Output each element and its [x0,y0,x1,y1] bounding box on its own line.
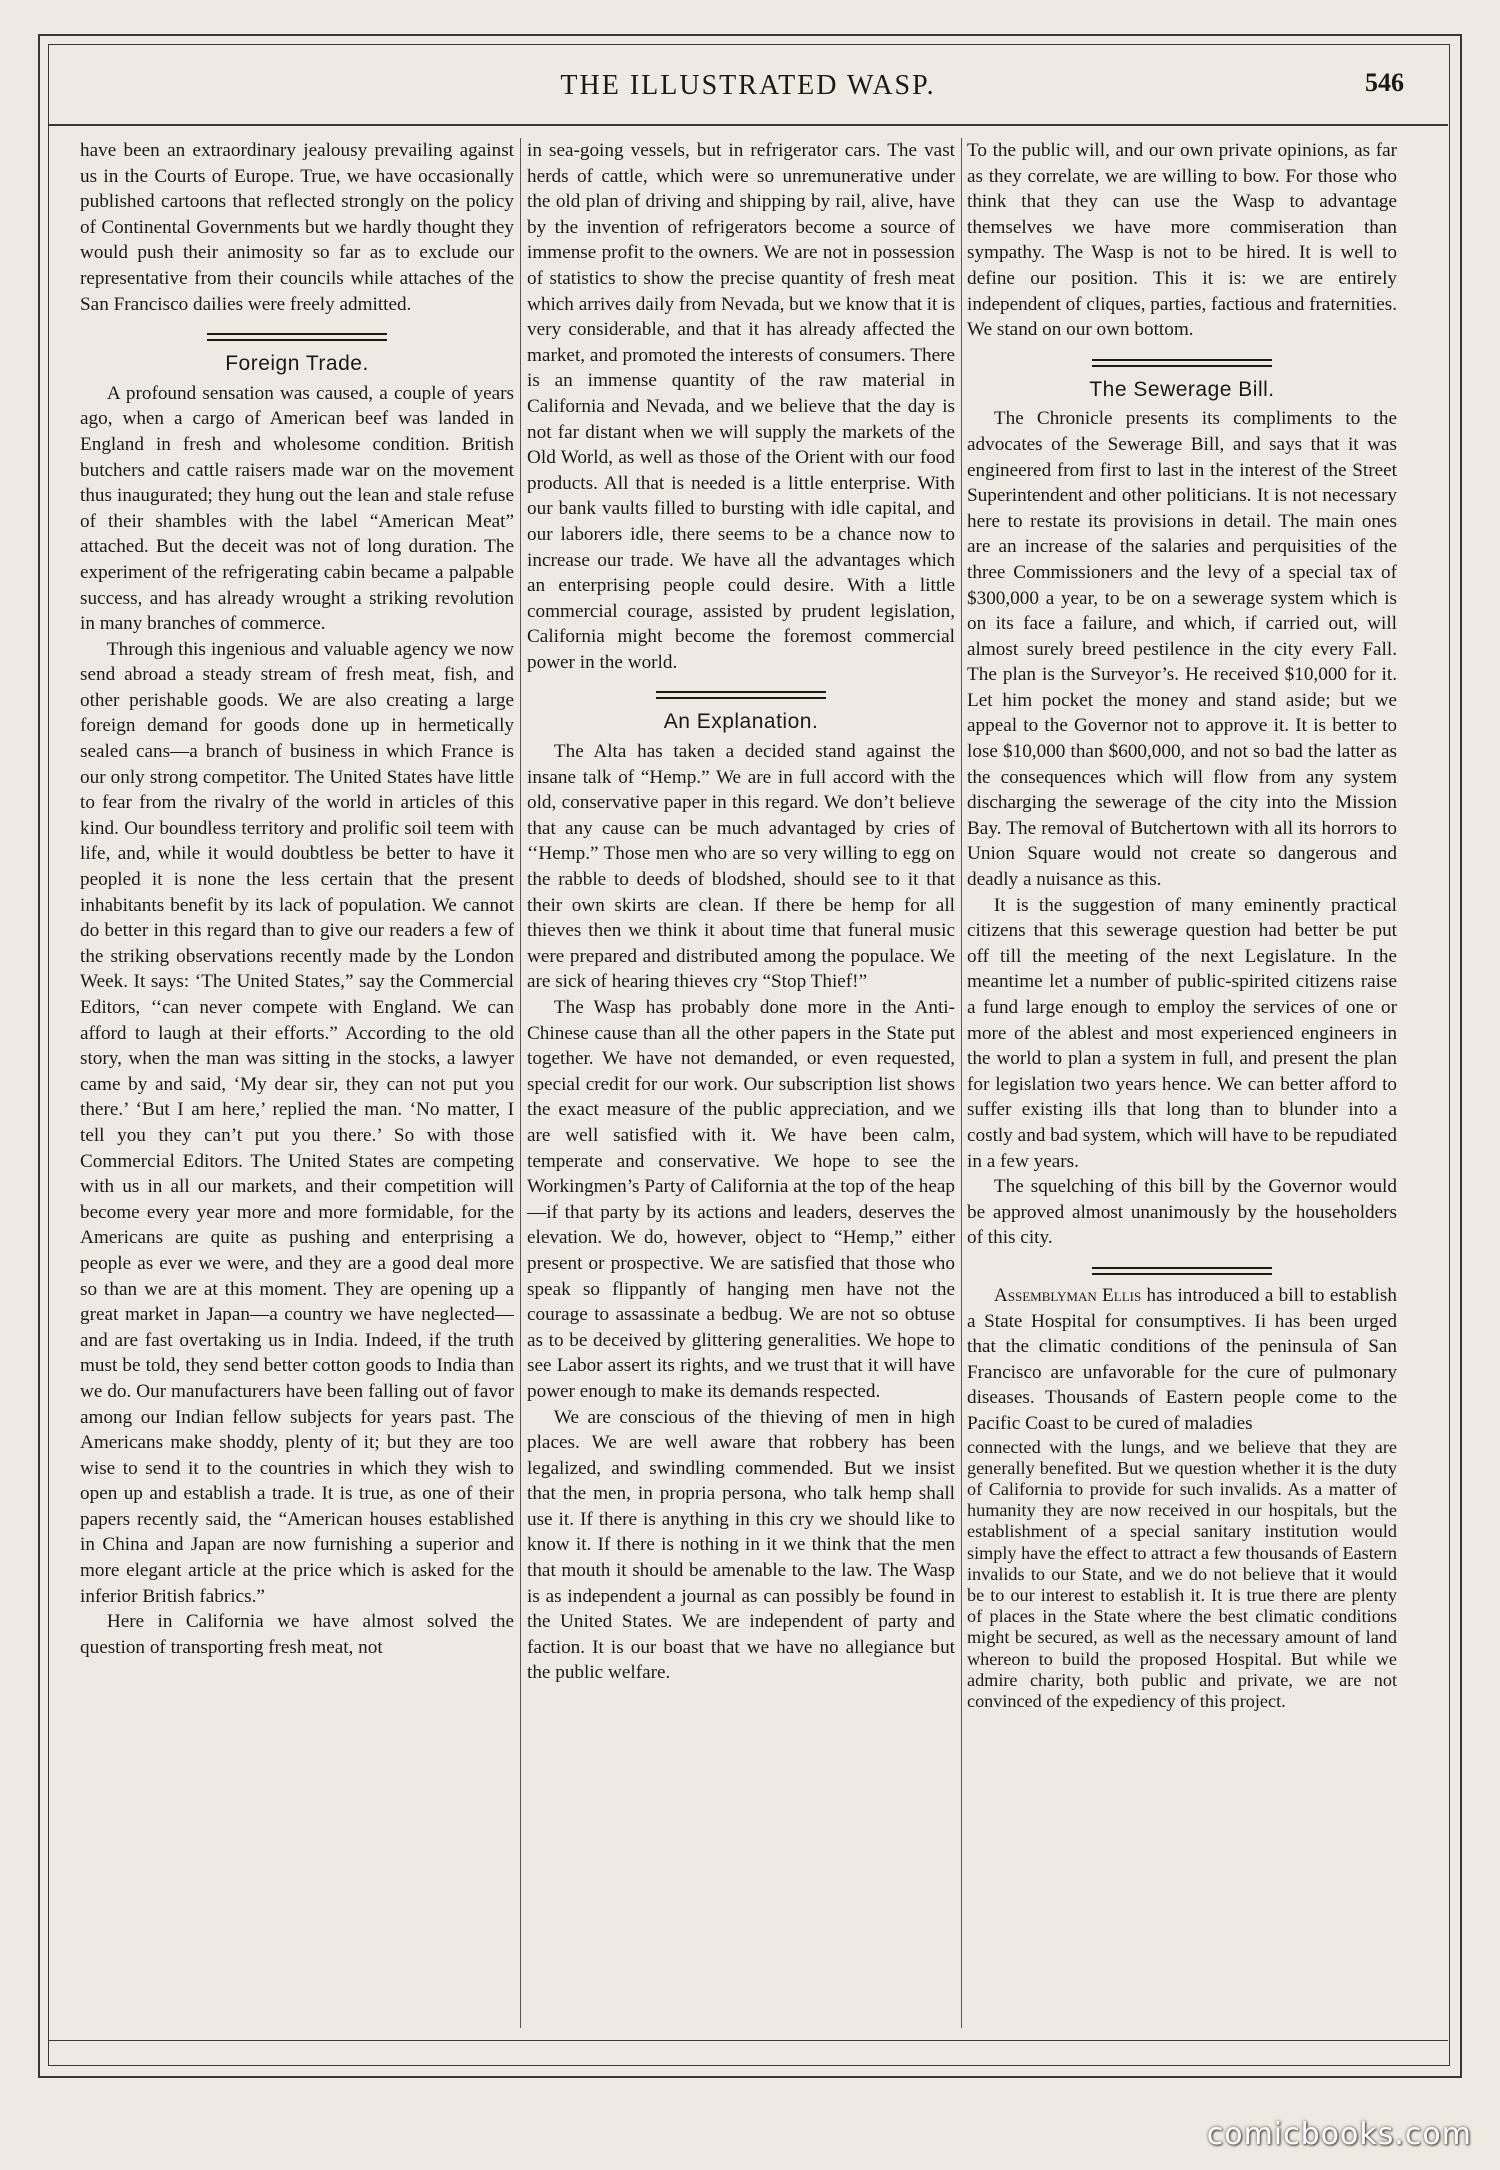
bottom-rule [48,2040,1448,2041]
paragraph-small-type: connected with the lungs, and we believe that they are generally benefited. But we question whether it is the duty of California to provide for such invalids. As a matter of humanity they are now received in our hospitals, but the establishment of a special sanitary institution would simply have the effect to attract a few thousands of Eastern invalids to our State, and we do not believe that it would be to our interest to establish it. It is true there are plenty of places in the State where the best climatic conditions might be secured, as well as the necessary amount of land whereon to build the proposed Hospital. But while we admire charity, both public and private, we are not convinced of the expediency of this project. [967,1436,1397,1711]
column-divider [961,138,962,2028]
paragraph: A profound sensation was caused, a couple of years ago, when a cargo of American beef was landed in England in fresh and wholesome condition. British butchers and cattle raisers made war on the movement thus inaugurated; they hung out the lean and stale refuse of their shambles with the label “American Meat” attached. But the deceit was not of long duration. The experiment of the refrigerating cabin became a palpable success, and has already wrought a striking revolution in many branches of commerce. [80,382,514,635]
paragraph: Here in California we have almost solved the question of transporting fresh meat, not [80,1611,514,1658]
section-rule [1092,1267,1272,1275]
page-number: 546 [1365,68,1404,97]
column-1 [80,138,514,2028]
section-heading-an-explanation: An Explanation. [663,710,819,734]
paragraph [967,1283,1397,1437]
site-watermark: comicbooks.com [1206,2117,1472,2152]
paragraph: have been an extraordinary jealousy prevailing against us in the Courts of Europe. True, we have occasionally published cartoons that reflected strongly on the policy of Continental Governments but we hardly thought they would push their animosity so far as to exclude our representative from their councils while attaches of the San Francisco dailies were freely admitted. [80,140,514,315]
paragraph: The Chronicle presents its compliments to the advocates of the Sewerage Bill, and says that it was engineered from first to last in the interest of the Street Superintendent and other politicians. It is not necessary here to restate its provisions in detail. The main ones are an increase of the salaries and perquisities of the three Commissioners and the levy of a special tax of $300,000 a year, to be on a sewerage system which is on its face a failure, and which, if carried out, will almost surely breed pestilence in the city every Fall. The plan is the Surveyor’s. He received $10,000 for it. Let him pocket the money and stand aside; but we appeal to the Governor not to approve it. It is better to lose $10,000 than $600,000, and not so bad the latter as the consequences which will flow from any system discharging the sewerage of the city into the Mission Bay. The removal of Butchertown with all its horrors to Union Square would not create so dangerous and deadly a nuisance as this. [967,408,1397,891]
page-header [48,58,1448,126]
section-heading-foreign-trade: Foreign Trade. [225,352,369,376]
paragraph: The Alta has taken a decided stand against the insane talk of “Hemp.” We are in full accord with the old, conservative paper in this regard. We don’t believe that any cause can be much advantaged by cries of ‘‘Hemp.” Those men who are so very willing to egg on the rabble to deeds of blodshed, should see to it that their own skirts are clean. If there be hemp for all thieves then we think it about time that funeral music were prepared and distributed among the populace. We are sick of hearing thieves cry “Stop Thief!” [527,741,955,993]
column-2 [527,138,955,2028]
paragraph-text: has introduced a bill to establish a State Hospital for consumptives. Ii has been urged that the climatic conditions of the peninsula of San Francisco are unfavorable for the cure of pulmonary diseases. Thousands of Eastern people come to the Pacific Coast to be cured of maladies [967,1284,1397,1434]
section-heading-sewerage-bill: The Sewerage Bill. [1089,377,1275,401]
paragraph: in sea-going vessels, but in refrigerator cars. The vast herds of cattle, which were so unremunerative under the old plan of driving and shipping by rail, alive, have by the invention of refrigerators become a source of immense profit to the owners. We are not in possession of statistics to show the precise quantity of fresh meat which arrives daily from Nevada, but we know that it is very considerable, and that it has already affected the market, and promoted the interests of consumers. There is an immense quantity of the raw material in California and Nevada, and we believe that the day is not far distant when we will supply the markets of the Old World, as well as those of the Orient with our food products. All that is needed is a little enterprise. With our bank vaults filled to bursting with idle capital, and our laborers idle, there seems to be a chance now to increase our trade. We have all the advantages which an enterprising people could desire. With a little commercial courage, assisted by prudent legislation, California might become the foremost commercial power in the world. [527,140,955,673]
section-rule [1092,359,1272,367]
lead-in-small-caps: Assemblyman Ellis [993,1284,1142,1306]
paragraph: To the public will, and our own private opinions, as far as they correlate, we are willing to bow. For those who think that they can use the Wasp to advantage themselves we have more commiseration than sympathy. The Wasp is not to be hired. It is well to define our position. This it is: we are entirely independent of cliques, parties, factious and fraternities. We stand on our own bottom. [967,140,1397,341]
paragraph: The Wasp has probably done more in the Anti-Chinese cause than all the other papers in the State put together. We have not demanded, or even requested, special credit for our work. Our subscription list shows the exact measure of the public appreciation, and we are well satisfied with it. We have been calm, temperate and conservative. We hope to see the Workingmen’s Party of California at the top of the heap—if that party by its actions and leaders, deserves the elevation. We do, however, object to “Hemp,” either present or prospective. We are satisfied that those who speak so flippantly of hanging men have not the courage to assassinate a bedbug. We are not so obtuse as to be deceived by glittering generalities. We hope to see Labor assert its rights, and we trust that it will have power enough to make its demands respected. [527,997,955,1402]
paragraph: Through this ingenious and valuable agency we now send abroad a steady stream of fresh meat, fish, and other perishable goods. We are also creating a large foreign demand for goods done up in hermetically sealed cans—a branch of business in which France is our only strong competitor. The United States have little to fear from the rivalry of the world in articles of this kind. Our boundless territory and prolific soil teem with life, and, while it would doubtless be better to have it peopled it is none the less certain that the present inhabitants benefit by its lack of population. We cannot do better in this regard than to give our readers a few of the striking observations recently made by the London Week. It says: ‘The United States,” say the Commercial Editors, ‘‘can never compete with England. We can afford to laugh at their efforts.” According to the old story, when the man was sitting in the stocks, a lawyer came by and said, ‘My dear sir, they can not put you there.’ ‘But I am here,’ replied the man. ‘No matter, I tell you they can’t put you there.’ So with those Commercial Editors. The United States are competing with us in all our markets, and their competition will become every year more and more formidable, for the Americans are quite as pushing and enterprising a people as ever we were, and they are a good deal more so than we are at this moment. They are opening up a great market in Japan—a country we have neglected—and are fast overtaking us in India. Indeed, if the truth must be told, they send better cotton goods to India than we do. Our manufacturers have been falling out of favor among our Indian fellow subjects for years past. The Americans make shoddy, plenty of it; but they are too wise to send it to the countries in which they wish to open up and establish a trade. It is true, as one of their papers recently said, the “American houses established in China and Japan are now furnishing a superior and more elegant article at the price which is asked for the inferior British fabrics.” [80,638,514,1607]
masthead-title: THE ILLUSTRATED WASP. [560,70,936,101]
column-3 [967,138,1397,2028]
section-rule [656,691,826,699]
paragraph: We are conscious of the thieving of men in high places. We are well aware that robbery has been legalized, and swindling commended. But we insist that the men, in propria persona, who talk hemp shall use it. If there is anything in this cry we should like to know it. If there is nothing in it we think that the men that mouth it should be amenable to the law. The Wasp is as independent a journal as can possibly be found in the United States. We are independent of party and faction. It is our boast that we have no allegiance but the public welfare. [527,1406,955,1684]
paragraph: It is the suggestion of many eminently practical citizens that this sewerage question had better be put off till the meeting of the next Legislature. In the meantime let a number of public-spirited citizens raise a fund large enough to employ the services of one or more of the ablest and most experienced engineers in the world to plan a system in full, and present the plan for legislation two years hence. We can better afford to suffer existing ills that long than to blunder into a costly and bad system, which will have to be repudiated in a few years. [967,894,1397,1172]
section-rule [207,333,387,341]
column-divider [520,138,521,2028]
paragraph: The squelching of this bill by the Governor would be approved almost unanimously by the householders of this city. [967,1176,1397,1249]
